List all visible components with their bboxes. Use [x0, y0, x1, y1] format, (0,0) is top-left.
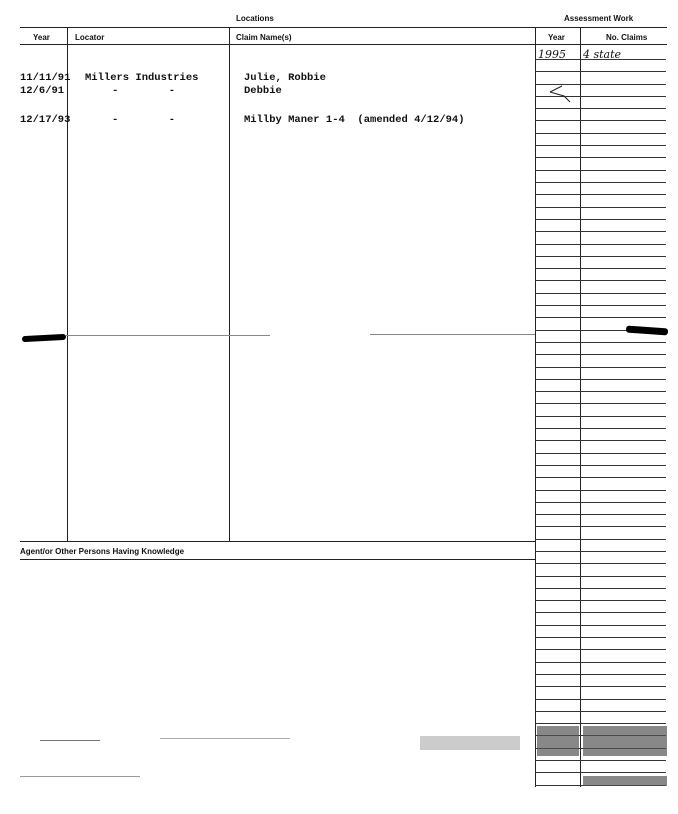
locator-divider: [67, 27, 68, 541]
scan-noise-1: [40, 740, 100, 741]
assessment-row-line: [535, 563, 666, 564]
assessment-row-line: [535, 219, 666, 220]
assessment-row-line: [535, 120, 666, 121]
assessment-row-line: [535, 157, 666, 158]
agent-top-rule: [20, 541, 535, 542]
assessment-row-line: [535, 207, 666, 208]
header-rule: [20, 44, 667, 45]
entry-2-locator: - -: [112, 85, 176, 97]
assessment-row-line: [535, 600, 666, 601]
assessment-row-line: [535, 354, 666, 355]
assessment-row-line: [535, 588, 666, 589]
assessment-row-line: [535, 662, 666, 663]
assessment-row-line: [535, 637, 666, 638]
assessment-row-line: [535, 428, 666, 429]
year-column-header: Year: [33, 33, 50, 42]
assessment-row-line: [535, 514, 666, 515]
entry-3-date: 12/17/93: [20, 114, 71, 126]
assessment-row-line: [535, 133, 666, 134]
assessment-row-line: [535, 477, 666, 478]
assessment-row-line: [535, 403, 666, 404]
assessment-left-divider: [535, 27, 536, 787]
locations-header: Locations: [236, 14, 274, 23]
assessment-mid-divider: [580, 27, 581, 787]
assessment-row-line: [535, 293, 666, 294]
assessment-row-line: [535, 625, 666, 626]
assessment-row-line: [535, 280, 666, 281]
assessment-row-line: [535, 145, 666, 146]
assessment-row-line: [535, 502, 666, 503]
entry-1-locator: Millers Industries: [85, 72, 199, 84]
scan-noise-2: [160, 738, 290, 739]
assessment-row-line: [535, 170, 666, 171]
entry-1-date: 11/11/91: [20, 72, 71, 84]
assessment-row-line: [535, 686, 666, 687]
assessment-row-line: [535, 305, 666, 306]
assessment-row-line: [535, 416, 666, 417]
entry-2-claims: Debbie: [244, 85, 282, 97]
entry-1-claims: Julie, Robbie: [244, 72, 326, 84]
assessment-year-entry: 1995: [538, 48, 566, 61]
checkmark-icon: [548, 84, 576, 109]
claims-divider: [229, 27, 230, 541]
assessment-row-line: [535, 317, 666, 318]
aw-claims-column-header: No. Claims: [606, 33, 648, 42]
assessment-row-line: [535, 674, 666, 675]
assessment-row-line: [535, 576, 666, 577]
assessment-row-line: [535, 194, 666, 195]
fold-line: [66, 335, 270, 336]
assessment-row-line: [535, 649, 666, 650]
assessment-row-line: [535, 256, 666, 257]
assessment-row-line: [535, 268, 666, 269]
scan-noise-3: [20, 776, 140, 777]
assessment-row-line: [535, 490, 666, 491]
assessment-row-line: [535, 699, 666, 700]
claim-names-column-header: Claim Name(s): [236, 33, 292, 42]
assessment-work-header: Assessment Work: [564, 14, 634, 23]
assessment-row-line: [535, 453, 666, 454]
assessment-row-line: [535, 612, 666, 613]
entry-3-locator: - -: [112, 114, 176, 126]
assessment-row-line: [535, 71, 666, 72]
assessment-row-line: [535, 342, 666, 343]
scan-blot-2: [583, 726, 667, 756]
assessment-row-line: [535, 711, 666, 712]
entry-3-claims: Millby Maner 1-4 (amended 4/12/94): [244, 114, 465, 126]
scan-blot-1: [537, 726, 579, 756]
aw-year-column-header: Year: [548, 33, 565, 42]
assessment-row-line: [535, 182, 666, 183]
scan-blot-4: [420, 736, 520, 750]
top-rule: [20, 27, 667, 28]
fold-mark-right: [626, 326, 668, 336]
assessment-row-line: [535, 760, 666, 761]
assessment-row-line: [535, 367, 666, 368]
assessment-row-line: [535, 391, 666, 392]
assessment-row-line: [535, 465, 666, 466]
assessment-row-line: [535, 244, 666, 245]
agent-bottom-rule: [20, 559, 535, 560]
assessment-row-line: [535, 723, 666, 724]
assessment-row-line: [535, 440, 666, 441]
assessment-claims-entry: 4 state: [583, 48, 622, 61]
assessment-row-line: [535, 551, 666, 552]
assessment-row-line: [535, 379, 666, 380]
agent-section-header: Agent/or Other Persons Having Knowledge: [20, 547, 185, 556]
fold-mark-left: [22, 334, 66, 342]
fold-line-right: [370, 334, 535, 335]
entry-2-date: 12/6/91: [20, 85, 65, 97]
assessment-row-line: [535, 772, 666, 773]
assessment-row-line: [535, 526, 666, 527]
assessment-row-line: [535, 231, 666, 232]
locator-column-header: Locator: [75, 33, 105, 42]
assessment-row-line: [535, 539, 666, 540]
scan-blot-3: [583, 776, 667, 786]
